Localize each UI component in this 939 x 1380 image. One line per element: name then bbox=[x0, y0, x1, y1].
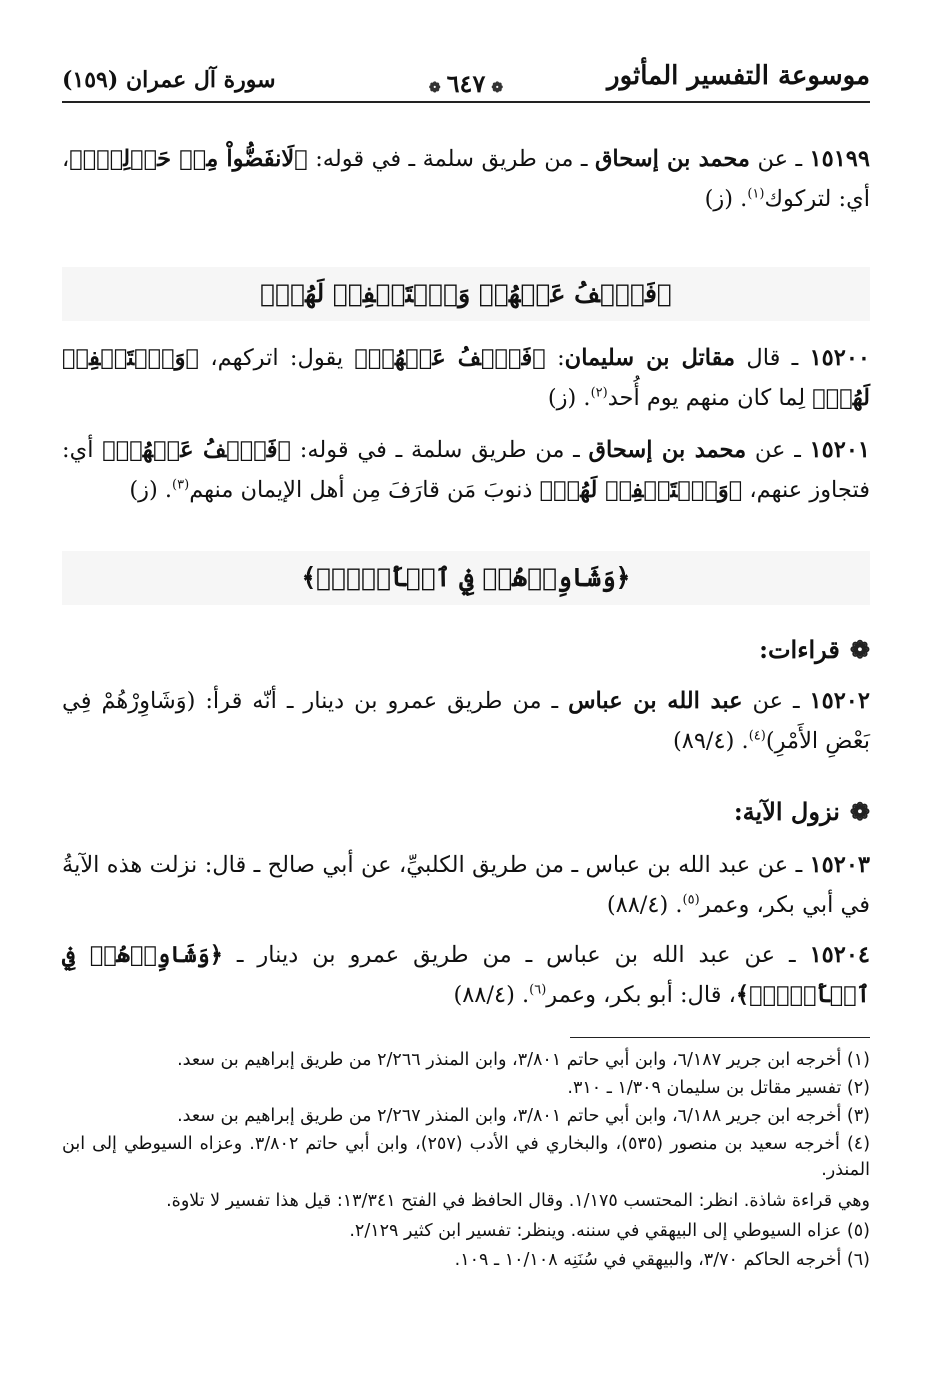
quran-quote: ﴿وَٱسۡتَغۡفِرۡ لَهُمۡ﴾ bbox=[539, 477, 743, 503]
footnote: (٤) أخرجه سعيد بن منصور (٥٣٥)، والبخاري في الأدب (٢٥٧)، وابن أبي حاتم ٣/٨٠٢. وعزاه السيوطي إلى ابن المنذر. bbox=[62, 1134, 871, 1180]
entry-15201 bbox=[62, 430, 870, 510]
entry-15204 bbox=[62, 935, 870, 1015]
entry-number: ١٥٢٠٣ bbox=[809, 852, 870, 878]
footnote-ref: (٢) bbox=[590, 385, 608, 401]
footnote-ref: (٤) bbox=[748, 728, 766, 744]
entry-end: . (ز) bbox=[547, 385, 591, 411]
narrator-name: محمد بن إسحاق bbox=[594, 146, 750, 172]
entry-text: يقول: اتركهم، bbox=[199, 345, 355, 371]
entry-text: ـ قال bbox=[735, 345, 810, 371]
section-heading-nuzul bbox=[734, 795, 870, 829]
entry-text: ـ عن bbox=[746, 437, 810, 463]
footnote: (٣) أخرجه ابن جرير ٦/١٨٨، وابن أبي حاتم ٣/٨٠١، وابن المنذر ٢/٢٦٧ من طريق إبراهيم بن سعد. bbox=[177, 1106, 870, 1126]
verse-heading: ﴿فَٱعۡفُ عَنۡهُمۡ وَٱسۡتَغۡفِرۡ لَهُمۡ﴾ bbox=[62, 267, 870, 321]
entry-text: ـ عن bbox=[742, 688, 810, 714]
footnote: (٥) عزاه السيوطي إلى البيهقي في سننه. وينظر: تفسير ابن كثير ٢/١٢٩. bbox=[349, 1221, 870, 1241]
ornament-icon: ❁ bbox=[491, 80, 504, 96]
entry-number: ١٥١٩٩ bbox=[809, 146, 870, 172]
document-page bbox=[62, 55, 870, 1355]
entry-text: ـ عن عبد الله بن عباس ـ من طريق عمرو بن دينار ـ bbox=[222, 942, 810, 968]
book-title: موسوعة التفسير المأثور bbox=[607, 61, 870, 91]
verse-heading: ﴿وَشَاوِرۡهُمۡ فِي ٱلۡأَمۡرِۖ﴾ bbox=[62, 551, 870, 605]
entry-text: ـ من طريق سلمة ـ في قوله: bbox=[291, 437, 589, 463]
entry-text: ـ عن bbox=[750, 146, 810, 172]
footnote-ref: (١) bbox=[747, 186, 765, 202]
page-number bbox=[423, 69, 509, 98]
entry-end: . (٨٨/٤) bbox=[453, 982, 530, 1008]
flower-icon: ❁ bbox=[849, 635, 870, 664]
entry-number: ١٥٢٠٠ bbox=[809, 345, 871, 371]
entry-text: ـ عن عبد الله بن عباس ـ من طريق الكلبيِّ، عن أبي صالح ـ قال: نزلت هذه الآيةُ في أبي بكر، وعمر bbox=[62, 852, 870, 918]
entry-text: ـ من طريق سلمة ـ في قوله: bbox=[307, 146, 595, 172]
entry-end: . (٨٨/٤) bbox=[606, 892, 683, 918]
footnote-ref: (٣) bbox=[172, 477, 190, 493]
entry-number: ١٥٢٠٢ bbox=[809, 688, 870, 714]
entry-text: ، أي: لتركوك bbox=[62, 146, 870, 212]
entry-15202 bbox=[62, 681, 870, 761]
page-number-value: ٦٤٧ bbox=[446, 69, 486, 98]
page-header bbox=[62, 61, 870, 103]
quran-quote: ﴿وَشَاوِرۡهُمۡ فِي ٱلۡأَمۡرِۖ﴾ bbox=[62, 942, 870, 1008]
narrator-name: مقاتل بن سليمان bbox=[564, 345, 736, 371]
footnote-ref: (٦) bbox=[529, 982, 547, 998]
entry-text: : bbox=[545, 345, 565, 371]
entry-text: أي: فتجاوز عنهم، bbox=[62, 437, 870, 503]
narrator-name: عبد الله بن عباس bbox=[568, 688, 743, 714]
entry-text: ذنوبَ مَن قارَفَ مِن أهل الإيمان منهم bbox=[189, 477, 540, 503]
entry-text: لِما كان منهم يوم أُحد bbox=[607, 385, 813, 411]
heading-text: قراءات: bbox=[759, 635, 840, 664]
quran-quote: ﴿فَٱعۡفُ عَنۡهُمۡ﴾ bbox=[354, 345, 546, 371]
quran-quote: ﴿لَانفَضُّواْ مِنۡ حَوۡلِكَۖ﴾ bbox=[69, 146, 308, 172]
ornament-icon: ❁ bbox=[428, 80, 441, 96]
entry-15203 bbox=[62, 845, 870, 925]
entry-number: ١٥٢٠٤ bbox=[809, 942, 870, 968]
footnote: (١) أخرجه ابن جرير ٦/١٨٧، وابن أبي حاتم ٣/٨٠١، وابن المنذر ٢/٢٦٦ من طريق إبراهيم بن سعد. bbox=[177, 1050, 870, 1070]
footnote: وهي قراءة شاذة. انظر: المحتسب ١/١٧٥. وقال الحافظ في الفتح ١٣/٣٤١: قيل هذا تفسير لا تلاوة. bbox=[166, 1191, 870, 1211]
footnote-ref: (٥) bbox=[682, 892, 700, 908]
footnote: (٢) تفسير مقاتل بن سليمان ١/٣٠٩ ـ ٣١٠. bbox=[567, 1078, 870, 1098]
entry-end: . (٨٩/٤) bbox=[672, 728, 749, 754]
footnote: (٦) أخرجه الحاكم ٣/٧٠، والبيهقي في سُنَنِه ١٠/١٠٨ ـ ١٠٩. bbox=[454, 1250, 870, 1270]
entry-15199 bbox=[62, 139, 870, 219]
flower-icon: ❁ bbox=[849, 797, 870, 826]
surah-title: سورة آل عمران (١٥٩) bbox=[62, 67, 276, 93]
heading-text: نزول الآية: bbox=[733, 797, 840, 826]
quran-quote: ﴿وَٱسۡتَغۡفِرۡ لَهُمۡ﴾ bbox=[62, 345, 870, 411]
entry-15200 bbox=[62, 338, 870, 418]
entry-text: ـ من طريق عمرو بن دينار ـ أنّه قرأ: (وَشَاوِرْهُمْ فِي بَعْضِ الأَمْرِ) bbox=[62, 688, 870, 754]
section-heading-qiraat bbox=[759, 633, 870, 667]
footnote-divider bbox=[570, 1037, 870, 1038]
entry-text: ، قال: أبو بكر، وعمر bbox=[546, 982, 736, 1008]
entry-end: . (ز) bbox=[129, 477, 173, 503]
entry-end: . (ز) bbox=[704, 186, 748, 212]
quran-quote: ﴿فَٱعۡفُ عَنۡهُمۡ﴾ bbox=[102, 437, 292, 463]
entry-number: ١٥٢٠١ bbox=[809, 437, 870, 463]
narrator-name: محمد بن إسحاق bbox=[588, 437, 747, 463]
